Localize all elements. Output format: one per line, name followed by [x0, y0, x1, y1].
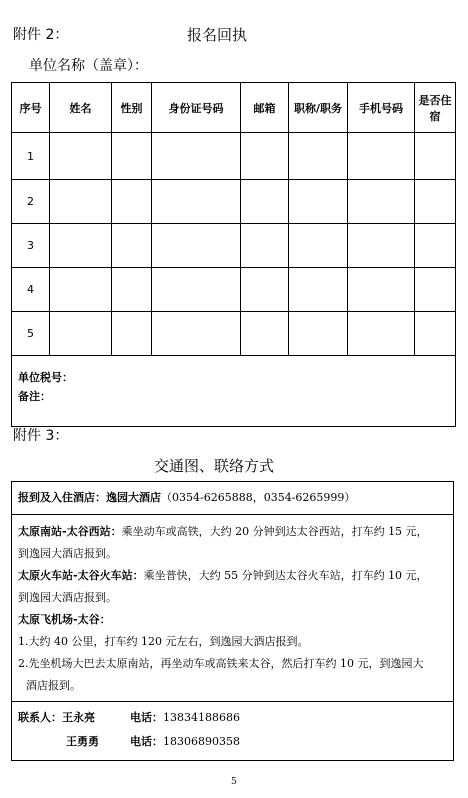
- route1-label: 太原南站-太谷西站：: [18, 525, 122, 538]
- row-number: 5: [12, 312, 50, 356]
- route3-option2: 2.先坐机场大巴去太原南站，再坐动车或高铁来太谷，然后打车约 10 元，到逸园大: [18, 657, 424, 670]
- table-cell[interactable]: [415, 268, 456, 312]
- header-cell-index: 序号: [12, 83, 50, 133]
- route2-text: 乘坐普快，大约 55 分钟到达太谷火车站，打车约 10 元，: [143, 569, 428, 582]
- table-cell[interactable]: [112, 224, 152, 268]
- table-header-row: [12, 83, 456, 133]
- table-cell[interactable]: [241, 268, 289, 312]
- contact-row: [18, 730, 447, 754]
- table-row: [12, 224, 456, 268]
- row-number: 3: [12, 224, 50, 268]
- route3-option2-cont: 酒店报到。: [26, 679, 81, 692]
- table-cell[interactable]: [415, 180, 456, 224]
- table-cell[interactable]: [289, 133, 348, 180]
- registration-table: [11, 82, 456, 427]
- table-footer-row: [12, 356, 456, 427]
- table-cell[interactable]: [289, 224, 348, 268]
- row-number: 4: [12, 268, 50, 312]
- table-cell[interactable]: [241, 224, 289, 268]
- notes-label: 备注：: [18, 390, 51, 403]
- footer-cell[interactable]: [12, 356, 456, 427]
- contact-name: 王勇勇: [66, 735, 99, 748]
- header-cell-lodging: 是否住宿: [415, 83, 456, 133]
- unit-name-label: 单位名称（盖章）：: [29, 58, 148, 74]
- route1-text: 乘坐动车或高铁，大约 20 分钟到达太谷西站，打车约 15 元，: [121, 525, 428, 538]
- header-cell-name: 姓名: [50, 83, 112, 133]
- table-cell[interactable]: [348, 133, 415, 180]
- table-cell[interactable]: [415, 133, 456, 180]
- contact-name: 王永亮: [62, 711, 95, 724]
- header-cell-id-number: 身份证号码: [152, 83, 241, 133]
- contact-phone-label: 电话：: [130, 711, 163, 724]
- table-cell[interactable]: [241, 133, 289, 180]
- table-cell[interactable]: [241, 312, 289, 356]
- table-cell[interactable]: [348, 224, 415, 268]
- header-cell-email: 邮箱: [241, 83, 289, 133]
- route2-label: 太原火车站-太谷火车站：: [18, 569, 144, 582]
- transport-info-box: [11, 481, 454, 761]
- table-cell[interactable]: [348, 180, 415, 224]
- table-cell[interactable]: [50, 268, 112, 312]
- table-cell[interactable]: [152, 224, 241, 268]
- table-cell[interactable]: [50, 312, 112, 356]
- table-cell[interactable]: [289, 180, 348, 224]
- attachment2-title: 报名回执: [187, 26, 248, 44]
- attachment2-label: 附件 2：: [13, 27, 69, 43]
- row-number: 1: [12, 133, 50, 180]
- table-row: [12, 180, 456, 224]
- contact-phone: 13834188686: [163, 711, 240, 724]
- page-number: 5: [231, 777, 237, 787]
- table-cell[interactable]: [289, 312, 348, 356]
- table-cell[interactable]: [152, 268, 241, 312]
- table-cell[interactable]: [348, 268, 415, 312]
- table-cell[interactable]: [50, 180, 112, 224]
- routes-section: [12, 515, 453, 702]
- route2-text-cont: 到逸园大酒店报到。: [18, 591, 117, 604]
- table-cell[interactable]: [152, 133, 241, 180]
- table-cell[interactable]: [50, 224, 112, 268]
- contact-phone-label: 电话：: [130, 735, 163, 748]
- table-cell[interactable]: [289, 268, 348, 312]
- table-cell[interactable]: [348, 312, 415, 356]
- hotel-label: 报到及入住酒店：逸园大酒店: [18, 491, 161, 504]
- row-number: 2: [12, 180, 50, 224]
- contact-row: [18, 706, 447, 730]
- table-cell[interactable]: [152, 180, 241, 224]
- table-cell[interactable]: [152, 312, 241, 356]
- table-row: [12, 312, 456, 356]
- attachment3-label: 附件 3：: [13, 428, 69, 444]
- contacts-label: 联系人：: [18, 711, 62, 724]
- attachment3-title: 交通图、联络方式: [154, 457, 275, 475]
- contacts-section: [12, 702, 453, 760]
- table-cell[interactable]: [50, 133, 112, 180]
- header-cell-gender: 性别: [112, 83, 152, 133]
- table-row: [12, 268, 456, 312]
- header-cell-title: 职称/职务: [289, 83, 348, 133]
- table-cell[interactable]: [112, 133, 152, 180]
- table-cell[interactable]: [415, 224, 456, 268]
- header-cell-phone: 手机号码: [348, 83, 415, 133]
- table-row: [12, 133, 456, 180]
- table-cell[interactable]: [415, 312, 456, 356]
- table-cell[interactable]: [112, 312, 152, 356]
- tax-number-label: 单位税号：: [18, 371, 73, 384]
- contact-phone: 18306890358: [163, 735, 240, 748]
- table-cell[interactable]: [112, 180, 152, 224]
- route3-option1: 1.大约 40 公里，打车约 120 元左右，到逸园大酒店报到。: [18, 635, 309, 648]
- table-cell[interactable]: [112, 268, 152, 312]
- route1-text-cont: 到逸园大酒店报到。: [18, 547, 117, 560]
- table-cell[interactable]: [241, 180, 289, 224]
- hotel-section: [12, 482, 453, 515]
- hotel-phones: （0354-6265888，0354-6265999）: [161, 491, 356, 504]
- route3-label: 太原飞机场-太谷：: [18, 613, 111, 626]
